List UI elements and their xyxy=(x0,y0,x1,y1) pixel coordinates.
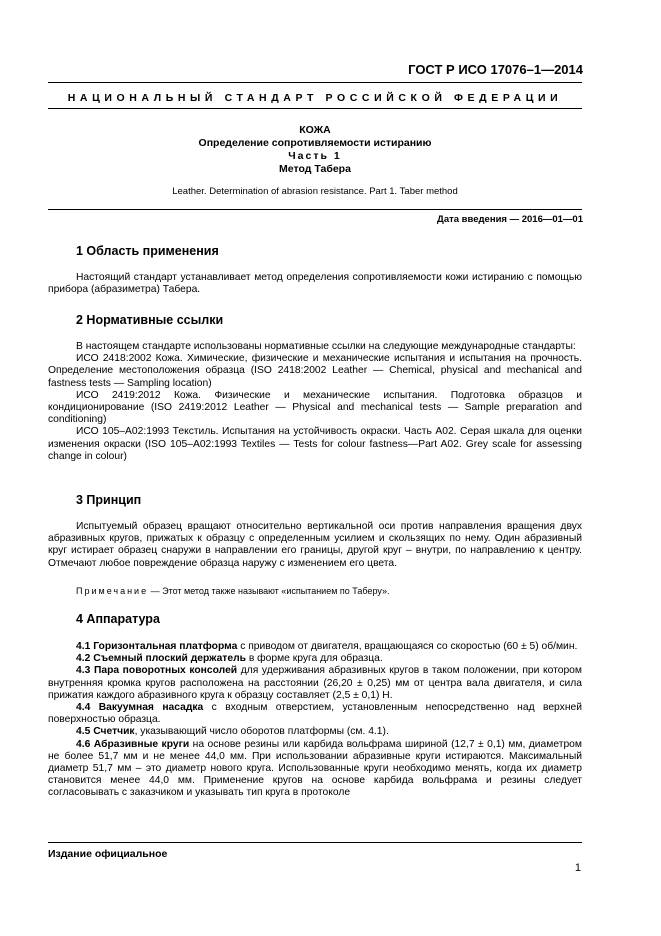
item-term: Горизонтальная платформа xyxy=(93,641,238,652)
item-number: 4.3 xyxy=(76,665,91,677)
banner-divider xyxy=(48,108,582,109)
item-text: для удерживания абразивных кругов в таком положении, при котором внутренняя кромка кругов расположена на расстоянии (26,20 ± 0,25) мм от центра вала двигателя, и сила прижатия каждого абразивного круга к образцу составляет (2,5 ± 0,1) Н. xyxy=(48,665,582,701)
page-number: 1 xyxy=(574,862,581,874)
item-term: Вакуумная насадка xyxy=(98,702,204,714)
section-3-heading: 3 Принцип xyxy=(76,493,142,507)
standard-code: ГОСТ Р ИСО 17076–1—2014 xyxy=(408,62,583,77)
title-method: Метод Табера xyxy=(279,163,351,175)
item-number: 4.4 xyxy=(76,702,91,714)
item-term: Абразивные круги xyxy=(93,738,190,750)
section-3-paragraph: Испытуемый образец вращают относительно вертикальной оси против направления вращения двух абразивных кругов, прижатых к образцу с определенным усилием и скользящих по нему. Один абразивный круг истирает образец снаружи в направлении его границы, другой круг – внутри, по направлению к центру. Отмечают любое повреждение образца наружу с изменением его цвета. xyxy=(48,521,582,569)
item-text: на основе резины или карбида вольфрама шириной (12,7 ± 0,1) мм, диаметром не более 51,7 мм и не менее 44,0 мм. При использовании абразивные круги истираются. Максимальный диаметр 51,7 мм – это диаметр нового круга. Использованные круги необходимо менять, когда их диаметр становится менее 44,0 мм. Применение кругов на основе карбида вольфрама и резины следует согласовывать с заказчиком и указывать тип круга в протоколе xyxy=(48,738,582,799)
introduction-date: Дата введения — 2016—01—01 xyxy=(437,214,583,225)
section-1-heading: 1 Область применения xyxy=(76,244,219,258)
reference-iso-2418: ИСО 2418:2002 Кожа. Химические, физические и механические испытания и испытания на прочность. Определение местоположения образца (ISO 2418:2002 Leather — Chemical, physical and mechanical and fastness tests — Sampling location) xyxy=(48,353,582,389)
apparatus-item xyxy=(48,641,582,653)
item-number: 4.1 xyxy=(76,641,91,652)
english-title: Leather. Determination of abrasion resistance. Part 1. Taber method xyxy=(172,186,458,197)
item-text: с приводом от двигателя, вращающаяся со скоростью (60 ± 5) об/мин. xyxy=(237,641,578,652)
national-standard-banner: НАЦИОНАЛЬНЫЙ СТАНДАРТ РОССИЙСКОЙ ФЕДЕРАЦИИ xyxy=(67,92,563,104)
item-term: Съемный плоский держатель xyxy=(93,653,246,665)
reference-iso-105: ИСО 105–A02:1993 Текстиль. Испытания на устойчивость окраски. Часть A02. Серая шкала для оценки изменения окраски (ISO 105–A02:1993 Textiles — Tests for colour fastness—Part A02. Grey scale for assessing change in colour) xyxy=(48,426,582,462)
apparatus-item xyxy=(48,739,582,800)
header-divider xyxy=(48,82,582,83)
section-4-heading: 4 Аппаратура xyxy=(76,612,160,626)
edition-label: Издание официальное xyxy=(48,848,168,860)
section-1-text xyxy=(48,272,582,296)
item-number: 4.2 xyxy=(76,653,91,665)
item-number: 4.5 xyxy=(76,726,91,738)
item-term: Счетчик xyxy=(93,726,135,738)
apparatus-item xyxy=(48,653,582,665)
section-3-note xyxy=(76,586,582,596)
document-title xyxy=(48,124,582,176)
note-text: — Этот метод также называют «испытанием по Таберу». xyxy=(148,586,390,596)
apparatus-item xyxy=(48,726,582,738)
item-text: в форме круга для образца. xyxy=(245,653,383,665)
title-description: Определение сопротивляемости истиранию xyxy=(198,137,432,149)
apparatus-item xyxy=(48,665,582,702)
reference-iso-2419: ИСО 2419:2012 Кожа. Физические и механические испытания. Подготовка образцов и кондиционирование (ISO 2419:2012 Leather — Physical and mechanical tests — Sample preparation and conditioning) xyxy=(48,389,582,426)
note-label: Примечание xyxy=(76,586,149,596)
section-1-paragraph: Настоящий стандарт устанавливает метод определения сопротивляемости кожи истиранию с помощью прибора (абразиметра) Табера. xyxy=(48,272,582,296)
section-2-heading: 2 Нормативные ссылки xyxy=(76,313,224,327)
item-number: 4.6 xyxy=(76,738,91,750)
item-text: , указывающий число оборотов платформы (см. 4.1). xyxy=(134,726,389,738)
date-divider xyxy=(48,209,582,210)
footer-divider xyxy=(48,842,582,843)
item-text: с входным отверстием, установленным непосредственно над верхней поверхностью образца. xyxy=(48,702,582,726)
item-term: Пара поворотных консолей xyxy=(93,665,238,677)
title-part: Часть 1 xyxy=(288,150,342,162)
section-2-intro: В настоящем стандарте использованы нормативные ссылки на следующие международные стандарты: xyxy=(76,341,576,352)
title-subject: КОЖА xyxy=(299,124,331,136)
section-3-text xyxy=(48,521,582,570)
apparatus-item xyxy=(48,702,582,726)
section-2-text xyxy=(48,341,582,463)
section-4-text xyxy=(48,641,582,800)
